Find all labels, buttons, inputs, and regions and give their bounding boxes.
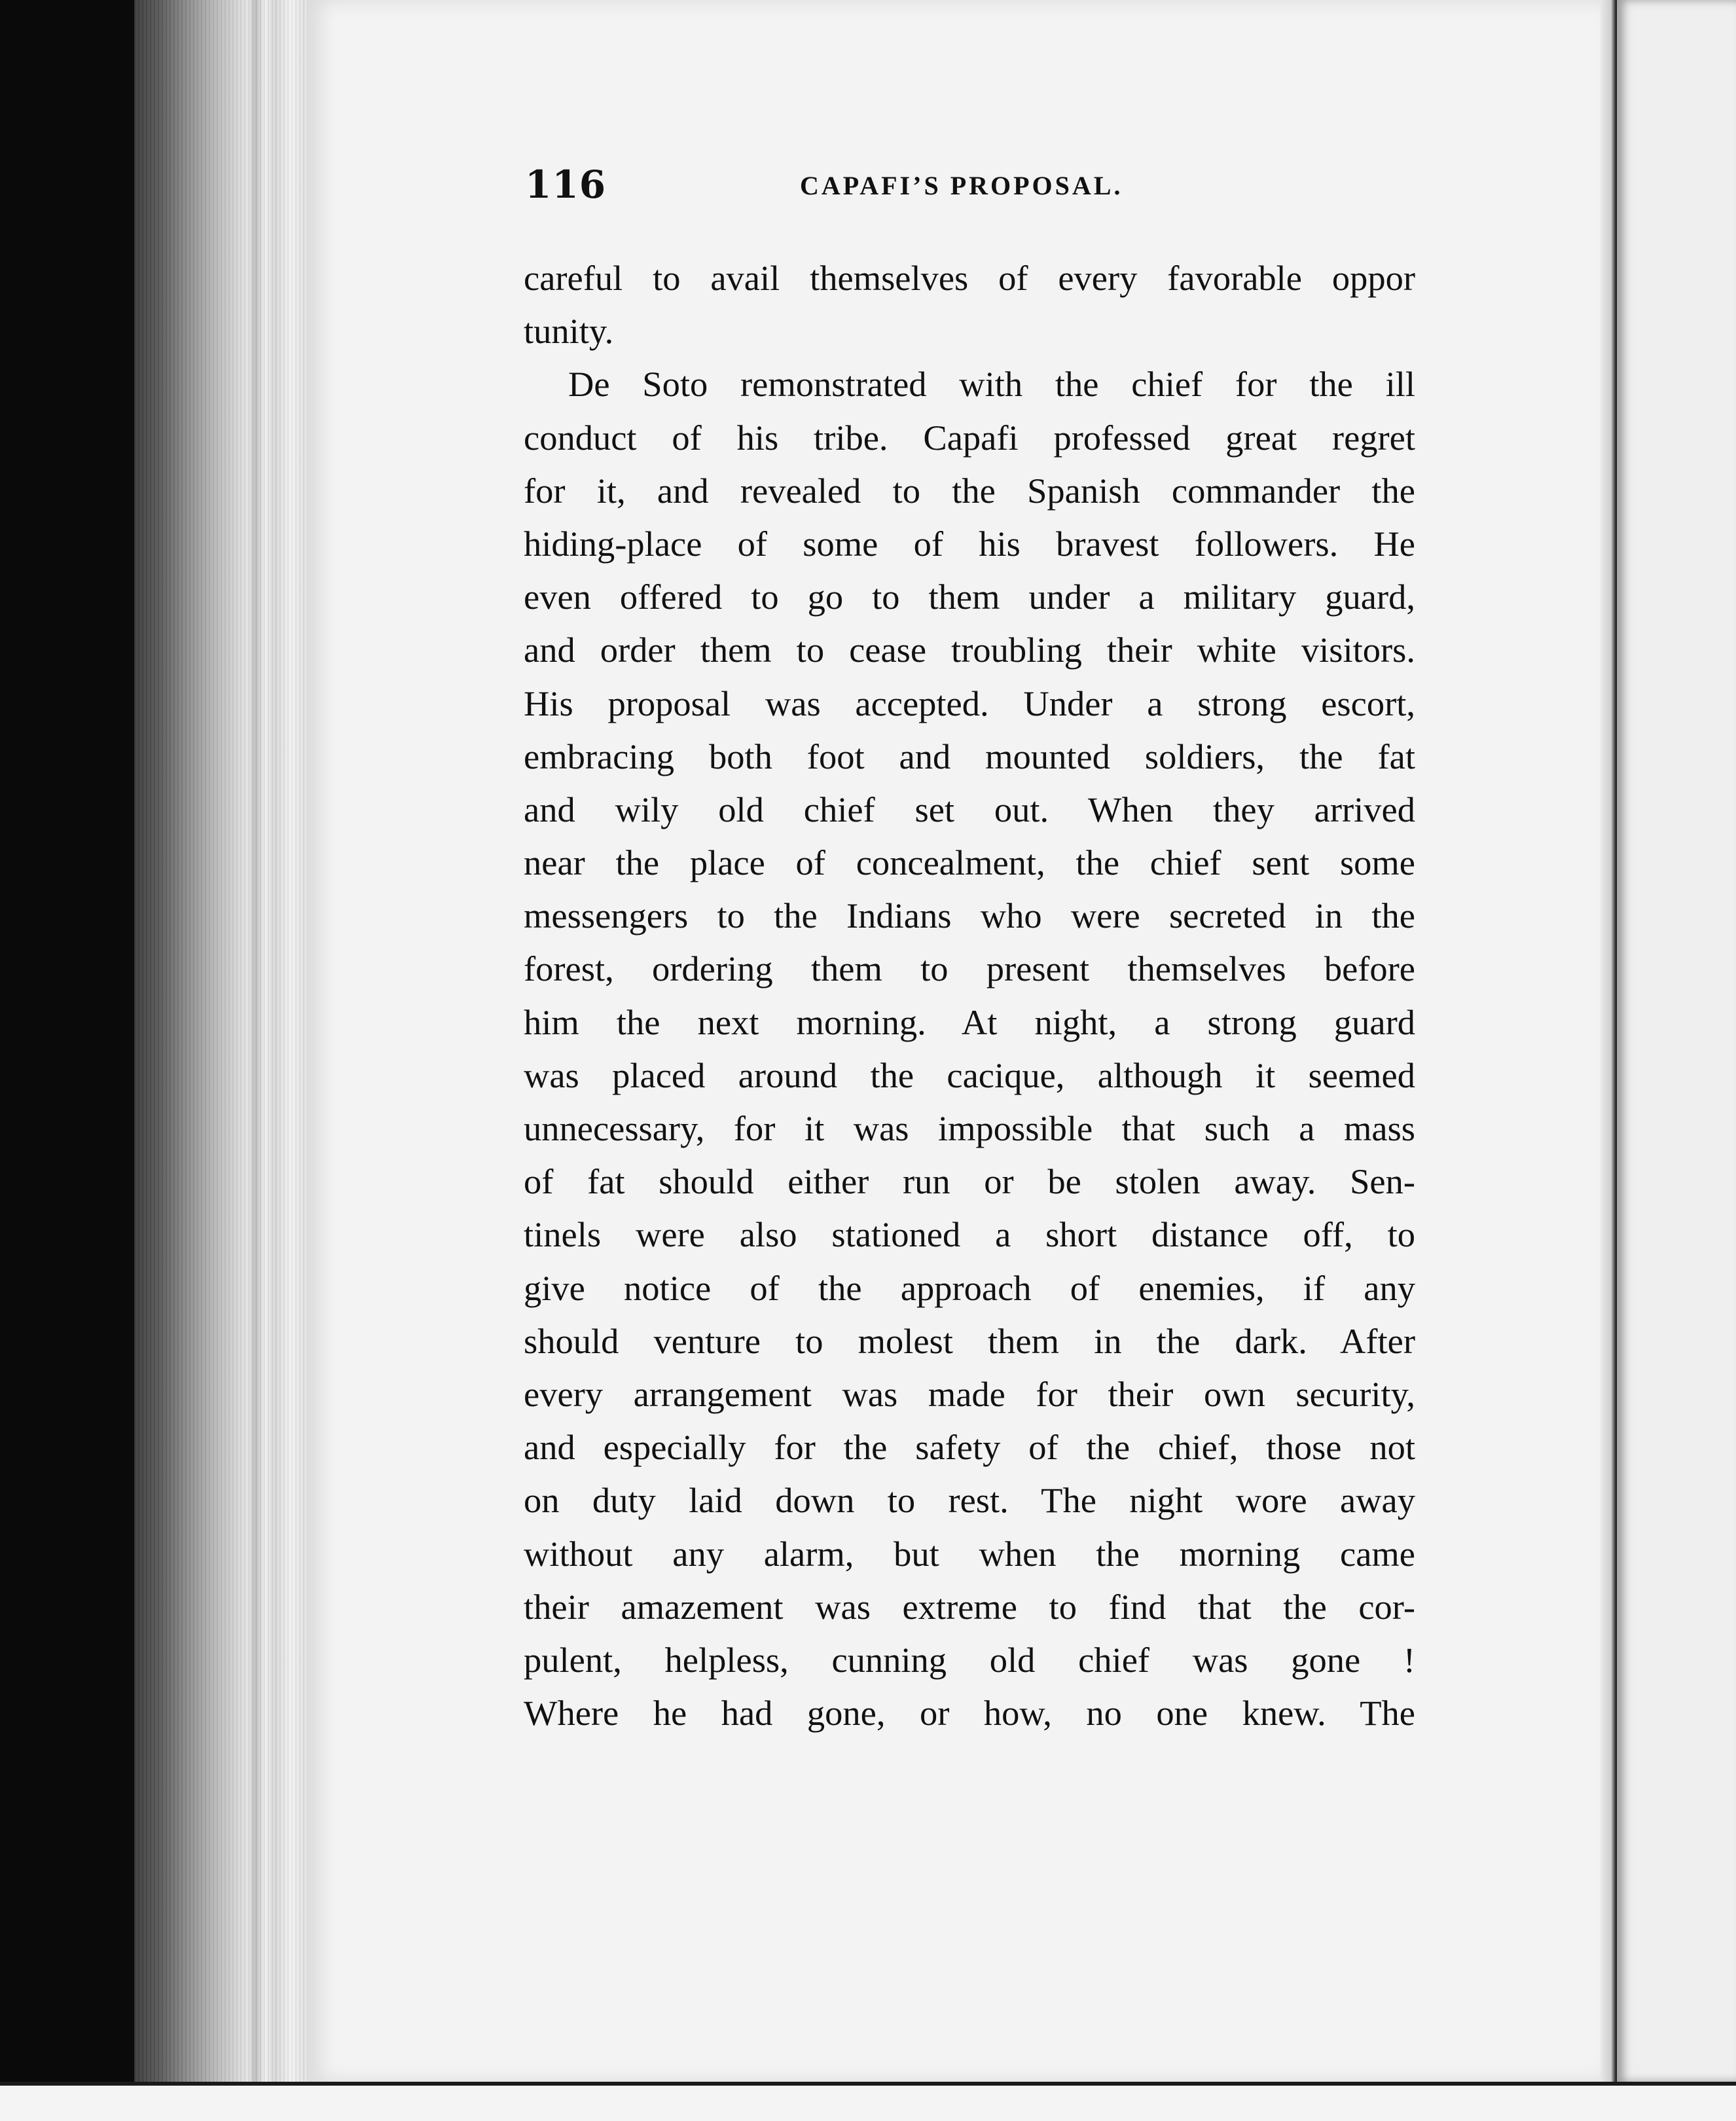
text-line: every arrangement was made for their own security, bbox=[524, 1373, 1415, 1414]
text-line: without any alarm, but when the morning came bbox=[524, 1533, 1415, 1574]
text-line: forest, ordering them to present themselves before bbox=[524, 949, 1415, 989]
text-line: their amazement was extreme to find that the cor- bbox=[524, 1586, 1415, 1627]
page-edges bbox=[134, 0, 331, 2082]
text-line: was placed around the cacique, although it seemed bbox=[524, 1055, 1415, 1095]
text-line: tunity. bbox=[524, 311, 614, 352]
text-line: Where he had gone, or how, no one knew. The bbox=[524, 1693, 1415, 1733]
text-line: tinels were also stationed a short distance off, to bbox=[524, 1214, 1415, 1255]
text-line: on duty laid down to rest. The night wore away bbox=[524, 1480, 1415, 1521]
text-line: unnecessary, for it was impossible that such a mass bbox=[524, 1108, 1415, 1148]
text-line: and order them to cease troubling their white visitors. bbox=[524, 630, 1415, 670]
text-line: pulent, helpless, cunning old chief was gone ! bbox=[524, 1639, 1415, 1680]
text-line: of fat should either run or be stolen away. Sen- bbox=[524, 1161, 1415, 1202]
text-line: De Soto remonstrated with the chief for the ill bbox=[568, 364, 1415, 405]
running-head: CAPAFI’S PROPOSAL. bbox=[800, 171, 1123, 200]
text-line: embracing both foot and mounted soldiers, the fat bbox=[524, 736, 1415, 776]
text-line: near the place of concealment, the chief sent some bbox=[524, 843, 1415, 883]
text-line: careful to avail themselves of every favorable oppor bbox=[524, 258, 1415, 298]
text-line: and wily old chief set out. When they arrived bbox=[524, 789, 1415, 829]
page-number: 116 bbox=[525, 162, 607, 207]
text-line: give notice of the approach of enemies, if any bbox=[524, 1267, 1415, 1308]
body-text bbox=[524, 251, 1415, 1739]
text-line: messengers to the Indians who were secreted in the bbox=[524, 896, 1415, 936]
text-line: His proposal was accepted. Under a strong escort, bbox=[524, 683, 1415, 723]
text-line: for it, and revealed to the Spanish commander the bbox=[524, 470, 1415, 511]
page-header bbox=[525, 162, 1409, 215]
bottom-margin bbox=[0, 2082, 1736, 2121]
text-line: hiding-place of some of his bravest followers. He bbox=[524, 523, 1415, 564]
text-line: and especially for the safety of the chief, those not bbox=[524, 1427, 1415, 1468]
text-line: conduct of his tribe. Capafi professed great regret bbox=[524, 417, 1415, 458]
text-line: should venture to molest them in the dark. After bbox=[524, 1320, 1415, 1361]
next-page-edge bbox=[1617, 0, 1736, 2082]
text-line: him the next morning. At night, a strong guard bbox=[524, 1002, 1415, 1042]
text-line: even offered to go to them under a military guard, bbox=[524, 577, 1415, 617]
